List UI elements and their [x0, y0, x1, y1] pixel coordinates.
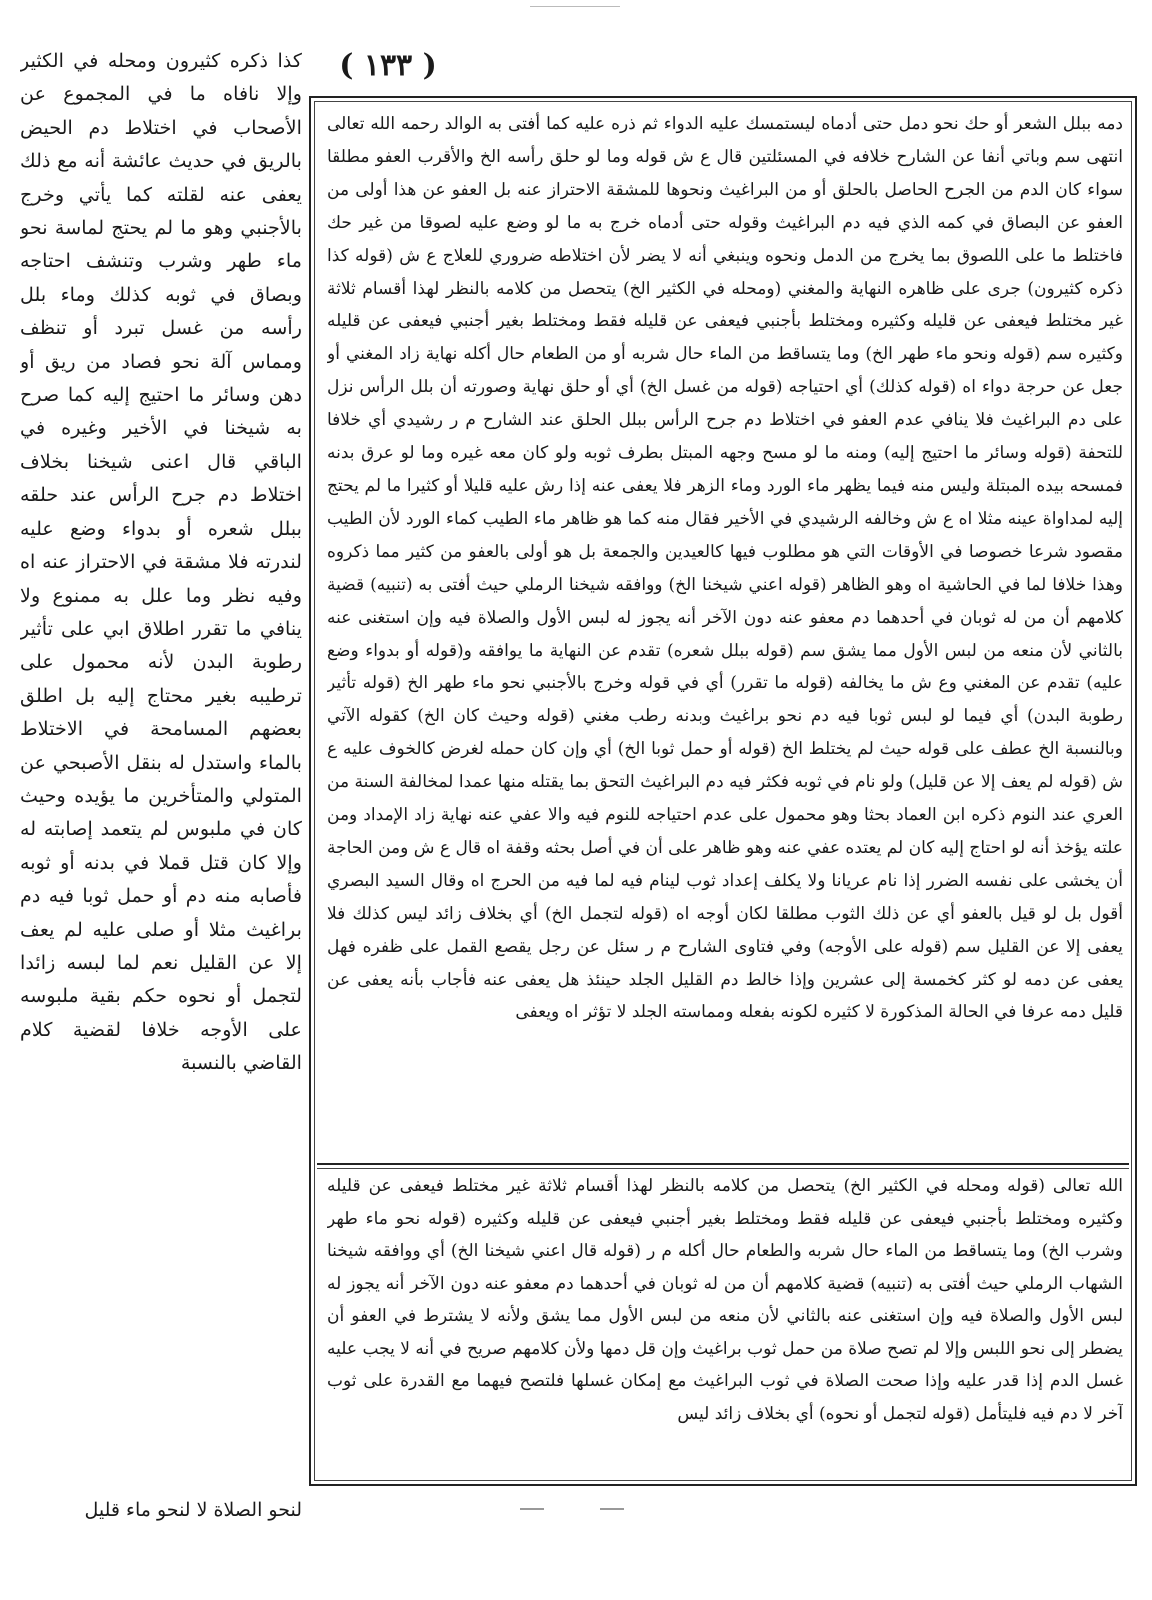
commentary-frame [309, 96, 1137, 1486]
footer-ornament [600, 1508, 624, 1514]
section-divider [317, 1163, 1129, 1165]
commentary-lower-block: الله تعالى (قوله ومحله في الكثير الخ) يتحصل من كلامه بالنظر لهذا أقسام ثلاثة غير مختلط فيعفى عن قليله وكثيره ومختلط بأجنبي فيعفى عن قليله فقط ومختلط بغير أجنبي فيعفى عن قليله وكثيره (قوله نحو ماء طهر وشرب الخ) وما يتساقط من الماء حال شربه والطعام حال أكله م ر (قوله قال اعني شيخنا الخ) أي ووافقه شيخنا الشهاب الرملي حيث أفتى به (تنبيه) قضية كلامهم أن من له ثوبان في أحدهما دم معفو عنه دون الآخر أنه يجوز له لبس الأول والصلاة فيه وإن استغنى عنه بالثاني لأن منعه من لبس الأول مما يشق ولأنه لا يشترط في العفو أن يضطر إلى نحو اللبس وإلا لم تصح صلاة من حمل ثوب براغيث وإن قل دمها ولأن كلامهم صريح في أنه لا يجب عليه غسل الدم إذا قدر عليه وإذا صحت الصلاة في ثوب البراغيث مع إمكان غسلها فلتصح فيهما مع القدرة على ثوب آخر لا دم فيه فليتأمل (قوله لتجمل أو نحوه) أي بخلاف زائد ليس [327, 1176, 1123, 1424]
footer-ornament [520, 1508, 544, 1514]
margin-text-column: كذا ذكره كثيرون ومحله في الكثير وإلا نافاه ما في المجموع عن الأصحاب في اختلاط دم الحيض بالريق في حديث عائشة أنه مع ذلك يعفى عنه لقلته كما يأتي وخرج بالأجنبي وهو ما لم يحتج لماسة نحو ماء طهر وشرب وتنشف احتاجه وبصاق في ثوبه كذلك وماء بلل رأسه من غسل تبرد أو تنظف ومماس آلة نحو فصاد من ريق أو دهن وسائر ما احتيج إليه كما صرح به شيخنا في الأخير وغيره في الباقي قال اعنى شيخنا بخلاف اختلاط دم جرح الرأس عند حلقه ببلل شعره أو بدواء وضع عليه لندرته فلا مشقة في الاحتراز عنه اه وفيه نظر وما علل به ممنوع ولا ينافي ما تقرر اطلاق ابي على تأثير رطوبة البدن لأنه محمول على ترطيبه بغير محتاج إليه بل اطلق بعضهم المسامحة في الاختلاط بالماء واستدل له بنقل الأصبحي عن المتولي والمتأخرين ما يؤيده وحيث كان في ملبوس لم يتعمد إصابته له وإلا كان قتل قملا في بدنه أو ثوبه فأصابه منه دم أو حمل ثوبا فيه دم براغيث مثلا أو صلى عليه لم يعف إلا عن القليل نعم لما لبسه زائدا لتجمل أو نحوه حكم بقية ملبوسه على الأوجه خلافا لقضية كلام القاضي بالنسبة [20, 49, 302, 1075]
top-rule [530, 6, 620, 7]
page-number: ( ١٣٣ ) [339, 48, 437, 83]
commentary-upper-block: دمه ببلل الشعر أو حك نحو دمل حتى أدماه ليستمسك عليه الدواء ثم ذره عليه كما أفتى به الوالد رحمه الله تعالى انتهى سم وباتي أنفا عن الشارح خلافه في المسئلتين قال ع ش قوله وما لو حلق رأسه الخ والأقرب العفو مطلقا سواء كان الدم من الجرح الحاصل بالحلق أو من البراغيث ونحوها للمشقة الاحتراز عنه بل العفو عن هذا أولى من العفو عن البصاق في كمه الذي فيه دم البراغيث وقوله حتى أدماه خرج به ما لو وضع عليه لصوقا من غير حك فاختلط ما على اللصوق بما يخرج من الدمل ونحوه وينبغي أنه لا يضر لأن اختلاطه ضروري للعلاج ع ش (قوله كذا ذكره كثيرون) جرى على ظاهره النهاية والمغني (ومحله في الكثير الخ) يتحصل من كلامه بالنظر لهذا أقسام ثلاثة غير مختلط فيعفى عن قليله وكثيره ومختلط بأجنبي فيعفى عن قليله فقط ومختلط بغير أجنبي فيعفى عن قليله وكثيره سم (قوله ونحو ماء طهر الخ) وما يتساقط من الماء حال شربه أو من الطعام حال أكله نهاية زاد المغني أو جعل عن حرجة دواء اه (قوله كذلك) أي احتياجه (قوله من غسل الخ) أي أو حلق نهاية وصورته أن بلل الرأس نزل على دم البراغيث فلا ينافي عدم العفو في اختلاط دم جرح الرأس ببلل الحلق عند الشارح م ر رشيدي أي خلافا للتحفة (قوله وسائر ما احتيج إليه) ومنه ما لو مسح وجهه المبتل بطرف ثوبه ولو كان معه غيره وما لو عرق بدنه فمسحه بيده المبتلة وليس منه فيما يظهر ماء الورد وماء الزهر فلا يعفى عنه إذا رش عليه قليلا أو كثيرا ما لم يحتج إليه لمداواة عينه مثلا اه ع ش وخالفه الرشيدي في الأخير فقال منه كما هو ظاهر ماء الطيب كماء الورد لأن الطيب مقصود شرعا خصوصا في الأوقات التي هو مطلوب فيها كالعيدين والجمعة بل هو أولى بالعفو من كثير مما ذكروه وهذا خلافا لما في الحاشية اه وهو الظاهر (قوله اعني شيخنا الخ) ووافقه شيخنا الرملي حيث أفتى به (تنبيه) قضية كلامهم أن من له ثوبان في أحدهما دم معفو عنه دون الآخر أنه يجوز له لبس الأول والصلاة فيه وإن استغنى عنه بالثاني لأن منعه من لبس الأول مما يشق سم (قوله ببلل شعره) تقدم عن النهاية ما يوافقه و(قوله أو بدواء وضع عليه) تقدم عن المغني وع ش ما يخالفه (قوله ما تقرر) أي في قوله وخرج بالأجنبي نحو ماء طهر الخ (قوله تأثير رطوبة البدن) أي فيما لو لبس ثوبا فيه دم نحو براغيث وبدنه رطب مغني (قوله وحيث كان الخ) كقوله الآتي وبالنسبة الخ عطف على قوله حيث لم يختلط الخ (قوله أو حمل ثوبا الخ) أي وإن كان حمله لغرض كالخوف عليه ع ش (قوله لم يعف إلا عن قليل) ولو نام في ثوبه فكثر فيه دم البراغيث التحق بما يقتله منها عمدا لمخالفة السنة من العري عند النوم ذكره ابن العماد بحثا وهو محمول على عدم احتياجه للنوم فيه والا عفي عنه نهاية زاد الإمداد ومن علته يؤخذ أنه لو احتاج إليه كان لم يعتده عفي عنه وهو ظاهر على أن في أصل بحثه وقفة اه قال ع ش ومن الحاجة أن يخشى على نفسه الضرر إذا نام عريانا ولا يكلف إعداد ثوب لينام فيه لما فيه من الحرج اه وقال السيد البصري أقول بل لو قيل بالعفو أي عن ذلك الثوب مطلقا لكان أوجه اه (قوله لتجمل الخ) أي بخلاف زائد ليس كذلك فلا يعفى إلا عن القليل سم (قوله على الأوجه) وفي فتاوى الشارح م ر سئل عن رجل يقصع القمل على ظفره فهل يعفى عن دمه لو كثر كخمسة إلى عشرين وإذا خالط دم القليل الجلد حينئذ هل يعفى عنه فأجاب بأنه يعفى عن قليل دمه عرفا في الحالة المذكورة لا كثيره لكونه بفعله ومماسته الجلد لا تؤثر اه ويعفى [327, 114, 1123, 1023]
catchword: لنحو الصلاة لا لنحو ماء قليل [84, 1499, 302, 1521]
